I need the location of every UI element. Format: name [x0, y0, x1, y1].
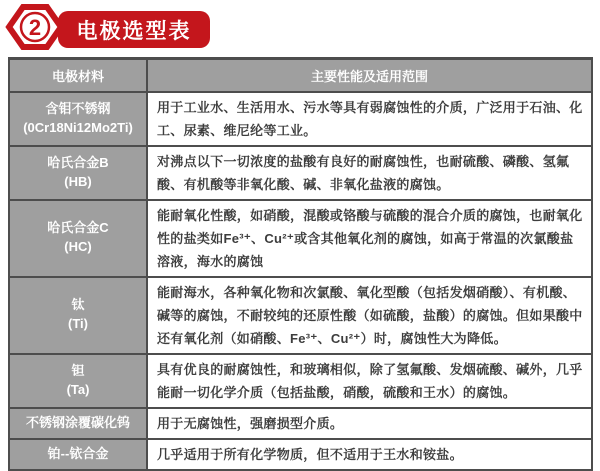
performance-cell: 能耐氧化性酸，如硝酸，混酸或铬酸与硫酸的混合介质的腐蚀，也耐氧化性的盐类如Fe³⁺、Cu²⁺或含其他氧化剂的腐蚀，如高于常温的次氯酸盐溶液，海水的腐蚀 — [147, 200, 592, 277]
table-row — [9, 277, 592, 354]
material-code: (Ta) — [66, 381, 90, 397]
column-header-performance: 主要性能及适用范围 — [147, 59, 592, 92]
material-cell — [9, 92, 147, 146]
badge-number: 2 — [28, 15, 42, 40]
material-name: 不锈钢涂覆碳化钨 — [25, 414, 130, 430]
table-header-row — [9, 59, 592, 92]
performance-cell: 能耐海水，各种氧化物和次氯酸、氧化型酸（包括发烟硝酸）、有机酸、碱等的腐蚀，不耐较纯的还原性酸（如硫酸，盐酸）的腐蚀。但如果酸中还有氧化剂（如硝酸、Fe³⁺、Cu²⁺）时，腐蚀性大为降低。 — [147, 277, 592, 354]
material-cell — [9, 277, 147, 354]
hexagon-badge-icon — [6, 2, 64, 52]
material-code: (HC) — [64, 239, 92, 254]
table-row — [9, 354, 592, 408]
material-cell — [9, 200, 147, 277]
performance-cell: 对沸点以下一切浓度的盐酸有良好的耐腐蚀性，也耐硫酸、磷酸、氢氟酸、有机酸等非氧化酸、碱、非氧化盐液的腐蚀。 — [147, 146, 592, 200]
material-name: 哈氏合金B — [47, 154, 109, 170]
material-code: (HB) — [64, 173, 92, 189]
material-cell — [9, 146, 147, 200]
material-code: (0Cr18Ni12Mo2Ti) — [23, 119, 133, 135]
material-name: 哈氏合金C — [47, 220, 109, 236]
material-name: 含钼不锈钢 — [45, 100, 111, 116]
table-row — [9, 92, 592, 146]
section-title-banner — [58, 11, 210, 48]
performance-cell: 用于工业水、生活用水、污水等具有弱腐蚀性的介质，广泛用于石油、化工、尿素、维尼纶等工业。 — [147, 92, 592, 146]
performance-cell: 几乎适用于所有化学物质，但不适用于王水和铵盐。 — [147, 439, 592, 470]
material-name: 钛 — [71, 297, 85, 313]
material-cell — [9, 354, 147, 408]
table-row — [9, 439, 592, 470]
material-name: 铂--铱合金 — [47, 445, 109, 461]
table-row — [9, 200, 592, 277]
material-cell — [9, 408, 147, 439]
column-header-material: 电极材料 — [9, 59, 147, 92]
section-number-badge — [6, 2, 64, 52]
material-cell — [9, 439, 147, 470]
table-row — [9, 408, 592, 439]
material-code: (Ti) — [68, 316, 88, 331]
material-name: 钽 — [71, 362, 85, 378]
performance-cell: 用于无腐蚀性，强磨损型介质。 — [147, 408, 592, 439]
section-title: 电极选型表 — [76, 19, 192, 43]
electrode-selection-table — [8, 57, 593, 471]
table-row — [9, 146, 592, 200]
performance-cell: 具有优良的耐腐蚀性，和玻璃相似，除了氢氟酸、发烟硫酸、碱外，几乎能耐一切化学介质（包括盐酸，硝酸，硫酸和王水）的腐蚀。 — [147, 354, 592, 408]
